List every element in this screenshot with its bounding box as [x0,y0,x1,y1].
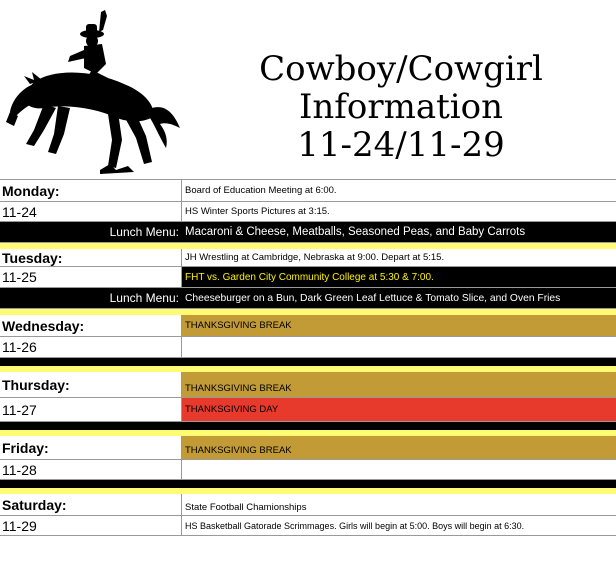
title-line-1: Cowboy/Cowgirl [259,49,543,89]
lunch-label: Lunch Menu: [109,291,179,305]
thursday-row-2 [0,398,616,422]
separator [0,358,616,372]
lunch-menu-text: Cheeseburger on a Bun, Dark Green Leaf Lettuce & Tomato Slice, and Oven Fries [185,292,561,304]
lunch-menu-text: Macaroni & Cheese, Meatballs, Seasoned Peas, and Baby Carrots [185,226,526,238]
day-name: Friday: [0,436,182,459]
lunch-label: Lunch Menu: [109,225,179,239]
separator [0,422,616,436]
page-title [196,50,606,164]
monday-row-1 [0,180,616,202]
thursday-row-1 [0,372,616,398]
monday-row-2 [0,202,616,222]
event-text: State Football Chamionships [185,502,307,513]
day-date: 11-25 [0,267,182,287]
bronc-rider-icon [4,4,182,176]
event-text-highlight: FHT vs. Garden City Community College at 5:30 & 7:00. [185,271,434,283]
event-text-break: THANKSGIVING BREAK [182,436,616,459]
day-date: 11-28 [0,460,182,479]
friday-row-2 [0,460,616,480]
day-date: 11-29 [0,516,182,535]
monday-lunch-row [0,222,616,243]
day-name: Saturday: [0,494,182,515]
day-name: Tuesday: [0,249,182,266]
event-text: HS Winter Sports Pictures at 3:15. [185,206,330,217]
saturday-row-2 [0,516,616,536]
event-text [182,337,616,357]
event-text [182,460,616,479]
day-name: Monday: [0,180,182,201]
separator [0,480,616,494]
event-text: JH Wrestling at Cambridge, Nebraska at 9:00. Depart at 5:15. [185,252,445,263]
day-date: 11-24 [0,202,182,221]
header [0,0,616,180]
day-date: 11-26 [0,337,182,357]
event-text-break: THANKSGIVING BREAK [182,372,616,397]
event-text: Board of Education Meeting at 6:00. [185,185,337,196]
friday-row-1 [0,436,616,460]
schedule-table [0,180,616,536]
day-name: Wednesday: [0,315,182,336]
day-date: 11-27 [0,398,182,421]
tuesday-row-2 [0,267,616,288]
title-line-3: 11-24/11-29 [297,125,505,165]
tuesday-row-1 [0,249,616,267]
saturday-row-1 [0,494,616,516]
event-text-break: THANKSGIVING BREAK [182,315,616,336]
day-name: Thursday: [0,372,182,397]
event-text: HS Basketball Gatorade Scrimmages. Girls will begin at 5:00. Boys will begin at 6:30. [185,520,525,531]
wednesday-row-1 [0,315,616,337]
tuesday-lunch-row [0,288,616,309]
event-text-holiday: THANKSGIVING DAY [182,398,616,421]
title-line-2: Information [298,87,504,127]
wednesday-row-2 [0,337,616,358]
